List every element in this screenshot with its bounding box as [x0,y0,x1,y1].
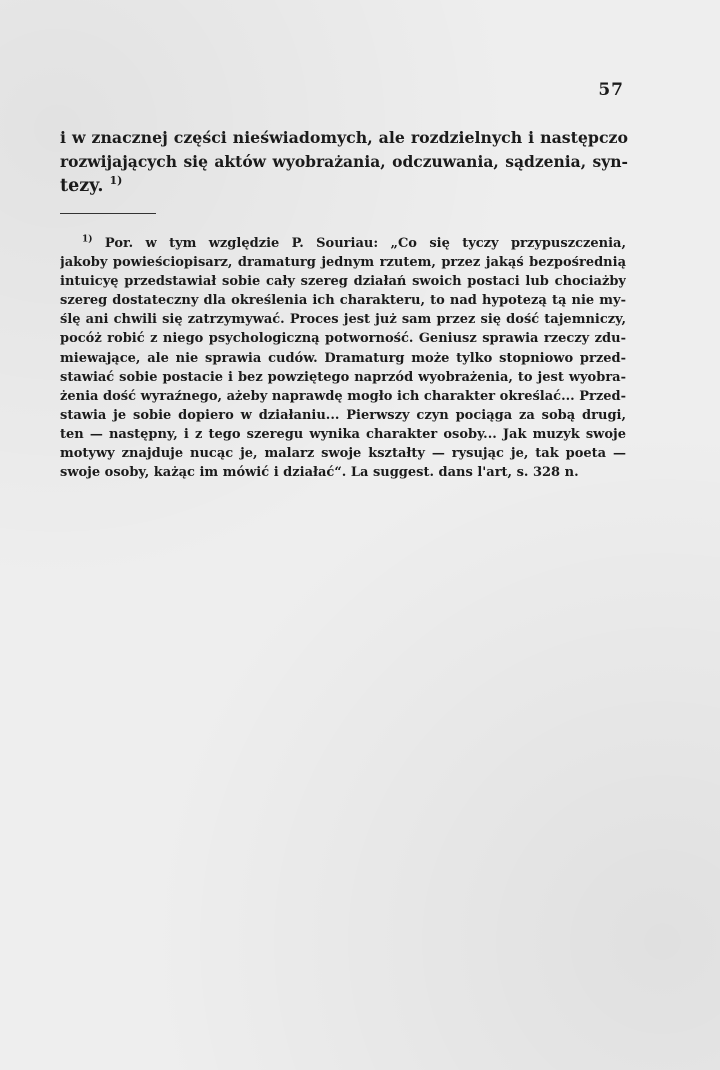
footnote [60,234,626,482]
footnote-reference: 1) [109,174,123,188]
main-text-line-3 [60,174,628,198]
main-text-line-2: rozwijających się aktów wyobrażania, odczuwania, sądzenia, syn- [60,152,628,171]
footnote-line-10: stawia je sobie dopiero w działaniu... Pierwszy czyn pociąga za sobą drugi, [60,407,626,423]
footnote-line-9: żenia dość wyraźnego, ażeby naprawdę mogło ich charakter określać... Przed- [60,388,626,404]
footnote-marker: 1) [82,234,93,245]
footnote-line-2: jakoby powieściopisarz, dramaturg jednym rzutem, przez jakąś bezpośrednią [60,255,626,271]
footnote-line-1 [60,234,626,253]
footnote-line-6: pocóż robić z niego psychologiczną potworność. Geniusz sprawia rzeczy zdu- [60,331,626,347]
footnote-line-12: motywy znajduje nucąc je, malarz swoje kształty — rysując je, tak poeta — [60,446,626,462]
footnote-line-8: stawiać sobie postacie i bez powziętego naprzód wyobrażenia, to jest wyobra- [60,369,626,385]
footnote-line-11: ten — następny, i z tego szeregu wynika charakter osoby... Jak muzyk swoje [60,426,626,442]
footnote-line-13: swoje osoby, każąc im mówić i działać“. La suggest. dans l'art, s. 328 n. [60,465,579,481]
footnote-line-1-text: Por. w tym względzie P. Souriau: „Co się tyczy przypuszczenia, [104,236,626,251]
footnote-divider [60,213,156,214]
page-number: 57 [598,80,624,100]
footnote-line-7: miewające, ale nie sprawia cudów. Dramaturg może tylko stopniowo przed- [60,350,626,366]
footnote-line-3: intuicyę przedstawiał sobie cały szereg działań swoich postaci lub chociażby [60,274,626,290]
main-text-line-1: i w znacznej części nieświadomych, ale rozdzielnych i następczo [60,128,628,147]
footnote-line-4: szereg dostateczny dla określenia ich charakteru, to nad hypotezą tą nie my- [60,293,626,309]
main-text-line-3-text: tezy. [60,176,104,196]
main-text [60,126,628,198]
footnote-line-5: ślę ani chwili się zatrzymywać. Proces jest już sam przez się dość tajemniczy, [60,312,626,328]
